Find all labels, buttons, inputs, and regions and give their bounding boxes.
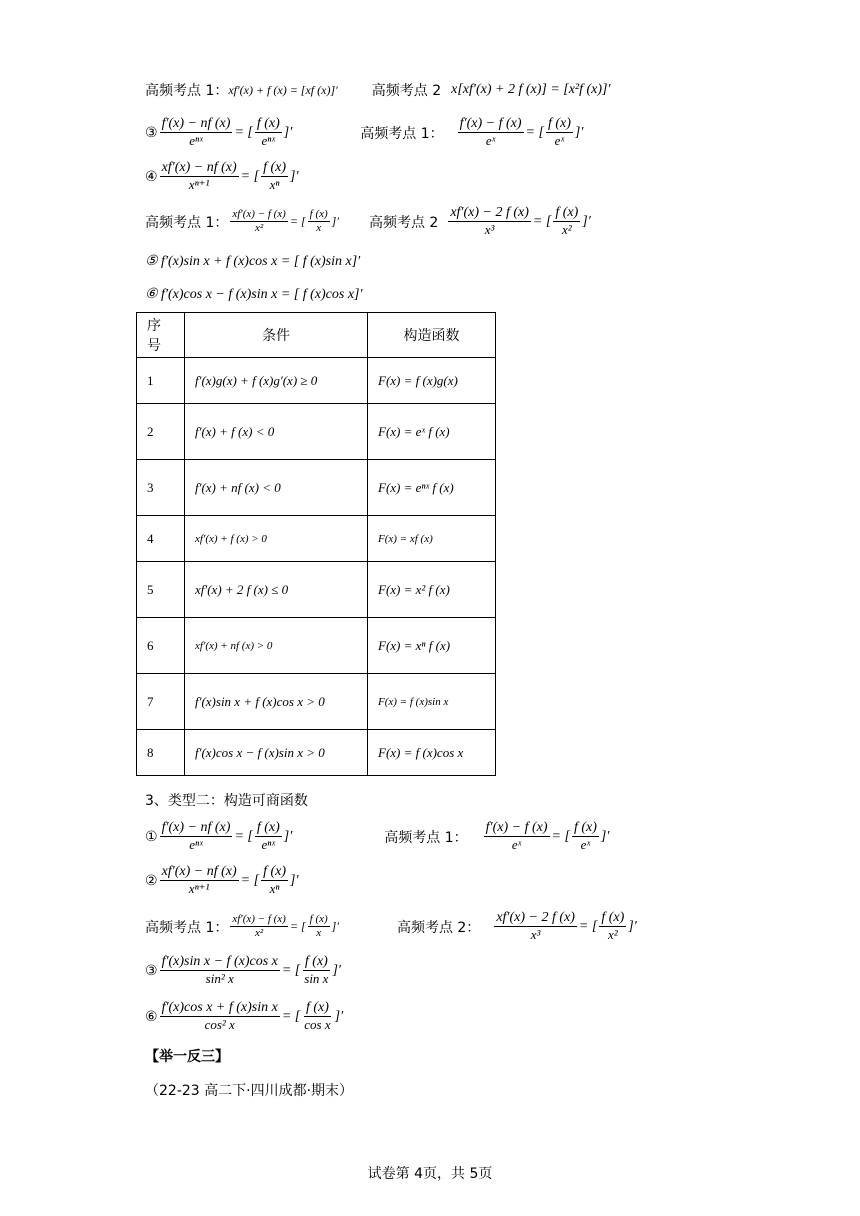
bracket-end: ]′ [290,168,299,184]
key-point-label: 高频考点 2 [368,214,439,231]
bracket-end: ]′ [628,918,637,934]
denominator: sin x [304,971,329,986]
equals: = [ [289,214,306,228]
condition: xf′(x) + f (x) > 0 [195,533,267,545]
source-line [145,1080,353,1100]
fraction [572,820,599,853]
numerator: f (x) [263,864,286,879]
numerator: f (x) [547,116,571,131]
denominator: eˣ [511,837,522,852]
fraction [160,116,233,149]
numerator: xf′(x) − nf (x) [161,864,237,879]
fraction [261,160,288,193]
bracket-end: ]′ [283,124,293,140]
denominator: eˣ [554,133,565,148]
fraction [302,954,330,987]
denominator: x³ [484,222,495,237]
circled-number: ④ [145,168,158,185]
numerator: f′(x) − f (x) [459,116,522,131]
section-title: 3、类型二：构造可商函数 [145,793,308,809]
denominator: x² [607,927,618,942]
numerator: f (x) [309,208,328,220]
circled-number: ② [145,872,158,889]
denominator: x [316,222,322,234]
formula-line-3 [145,160,299,193]
denominator: x² [255,222,264,234]
numerator: f (x) [601,910,625,925]
equals: = [ [532,213,552,229]
condition: f′(x)sin x + f (x)cos x > 0 [195,693,325,709]
bracket-end: ]′ [331,919,339,933]
numerator: xf′(x) − nf (x) [161,160,237,175]
formula-line-2 [145,116,583,149]
condition: xf′(x) + 2 f (x) ≤ 0 [195,581,289,597]
denominator: cos² x [204,1017,235,1032]
denominator: x² [255,927,264,939]
bracket-end: ]′ [574,124,584,140]
fraction [255,116,282,149]
fraction [484,820,550,853]
fraction [160,820,233,853]
key-point-label: 高频考点 1： [145,214,229,231]
denominator: x² [561,222,572,237]
fraction [160,864,239,897]
denominator: eⁿˣ [189,837,203,852]
fraction [302,1000,332,1033]
bracket-end: ]′ [334,1008,344,1024]
fraction [458,116,524,149]
numerator: f′(x) − nf (x) [161,820,231,835]
numerator: f′(x)sin x − f (x)cos x [161,954,278,969]
condition: xf′(x) + nf (x) > 0 [195,640,273,652]
numerator: f (x) [256,116,280,131]
denominator: xⁿ⁺¹ [188,881,210,896]
equals: = [ [240,168,260,184]
constructed-function: F(x) = f (x)sin x [378,696,449,708]
denominator: x [316,927,322,939]
row-number: 4 [137,516,185,562]
table-row [137,516,496,562]
row-number: 3 [137,460,185,516]
denominator: sin² x [205,971,234,986]
numerator: xf′(x) − 2 f (x) [450,205,529,220]
condition: f′(x) + nf (x) < 0 [195,479,281,495]
equals: = [ [578,918,598,934]
constructed-function: F(x) = xf (x) [378,533,433,545]
numerator: f (x) [256,820,280,835]
formula-line-s3 [145,910,637,943]
constructed-function: F(x) = x² f (x) [378,581,450,597]
equals: = [ [234,124,253,140]
equals: = [ [525,124,544,140]
circled-number: ① [145,828,158,845]
key-point-label: 高频考点 1： [384,829,468,846]
formula-line-5 [145,253,360,270]
formula-line-s2 [145,864,299,897]
header-cell: 条件 [185,313,368,358]
condition: f′(x)cos x − f (x)sin x > 0 [195,744,325,760]
numerator: f (x) [263,160,286,175]
denominator: eⁿˣ [189,133,203,148]
key-point-label: 高频考点 1： [145,919,229,936]
table-row [137,404,496,460]
table-header-row [137,313,496,358]
fraction [160,954,280,987]
denominator: x³ [530,927,541,942]
header-cell: 构造函数 [368,313,496,358]
fraction [308,208,330,235]
equals: = [ [240,872,260,888]
numerator: f (x) [305,1000,329,1015]
formula-line-1 [145,80,611,100]
fraction [553,205,580,238]
key-point-label: 高频考点 1： [360,125,444,142]
fraction [546,116,573,149]
equals: = [ [289,919,306,933]
example-heading-line [145,1046,229,1066]
circled-number: ③ [145,962,158,979]
numerator: f′(x) − f (x) [485,820,548,835]
denominator: eˣ [580,837,591,852]
row-number: 5 [137,562,185,618]
page-footer: 试卷第 4页，共 5页 [367,1166,493,1182]
formula-line-s4 [145,954,341,987]
formula-line-6 [145,286,363,303]
circled-number: ③ [145,124,158,141]
fraction [160,1000,280,1033]
constructed-function: F(x) = f (x)g(x) [378,372,458,388]
formula: ⑥ f′(x)cos x − f (x)sin x = [ f (x)cos x]′ [145,287,363,302]
formula-line-s1 [145,820,609,853]
condition: f′(x) + f (x) < 0 [195,423,275,439]
constructed-function: F(x) = f (x)cos x [378,744,464,760]
constructed-function: F(x) = eⁿˣ f (x) [378,479,454,495]
key-point-label: 高频考点 2 [371,83,442,99]
fraction [160,160,239,193]
formula: x[xf′(x) + 2 f (x)] = [x²f (x)]′ [451,82,611,97]
equals: = [ [234,828,253,844]
numerator: xf′(x) − 2 f (x) [496,910,575,925]
bracket-end: ]′ [283,828,293,844]
key-point-label: 高频考点 2： [396,919,481,936]
numerator: xf′(x) − f (x) [232,208,286,220]
fraction [230,208,288,235]
construction-table [136,312,496,776]
numerator: f (x) [309,913,328,925]
bracket-end: ]′ [331,214,339,228]
denominator: xⁿ⁺¹ [188,177,210,192]
numerator: xf′(x) − f (x) [232,913,286,925]
denominator: eⁿˣ [261,133,276,148]
denominator: xⁿ [269,881,280,896]
row-number: 1 [137,358,185,404]
denominator: eⁿˣ [261,837,276,852]
source-note: （22-23 高二下·四川成都·期末） [145,1083,354,1099]
section-heading [145,790,308,810]
numerator: f′(x) − nf (x) [161,116,231,131]
fraction [494,910,577,943]
numerator: f (x) [555,205,579,220]
denominator: cos x [304,1017,331,1032]
fraction [308,913,330,940]
row-number: 6 [137,618,185,674]
row-number: 2 [137,404,185,460]
denominator: xⁿ [269,177,280,192]
table-row [137,618,496,674]
numerator: f′(x)cos x + f (x)sin x [161,1000,278,1015]
example-heading: 【举一反三】 [145,1049,229,1065]
bracket-end: ]′ [332,962,341,978]
fraction [448,205,531,238]
bracket-end: ]′ [290,872,299,888]
formula: xf′(x) + f (x) = [xf (x)]′ [228,82,338,97]
formula: ⑤ f′(x)sin x + f (x)cos x = [ f (x)sin x]′ [145,254,361,269]
table-row [137,358,496,404]
fraction [261,864,288,897]
row-number: 8 [137,730,185,776]
table-row [137,674,496,730]
numerator: f (x) [573,820,597,835]
formula-line-s5 [145,1000,343,1033]
fraction [255,820,282,853]
table-row [137,562,496,618]
equals: = [ [281,962,301,978]
key-point-label: 高频考点 1： [145,83,229,99]
fraction [230,913,288,940]
condition: f′(x)g(x) + f (x)g′(x) ≥ 0 [195,372,318,388]
circled-number: ⑥ [145,1008,158,1025]
header-cell: 序号 [137,313,185,358]
constructed-function: F(x) = xⁿ f (x) [378,637,451,653]
equals: = [ [281,1008,301,1024]
formula-line-4 [145,205,591,238]
table-row [137,730,496,776]
row-number: 7 [137,674,185,730]
bracket-end: ]′ [582,213,591,229]
denominator: eˣ [485,133,496,148]
fraction [599,910,626,943]
table-row [137,460,496,516]
bracket-end: ]′ [600,828,610,844]
constructed-function: F(x) = eˣ f (x) [378,423,450,439]
equals: = [ [551,828,570,844]
numerator: f (x) [304,954,328,969]
